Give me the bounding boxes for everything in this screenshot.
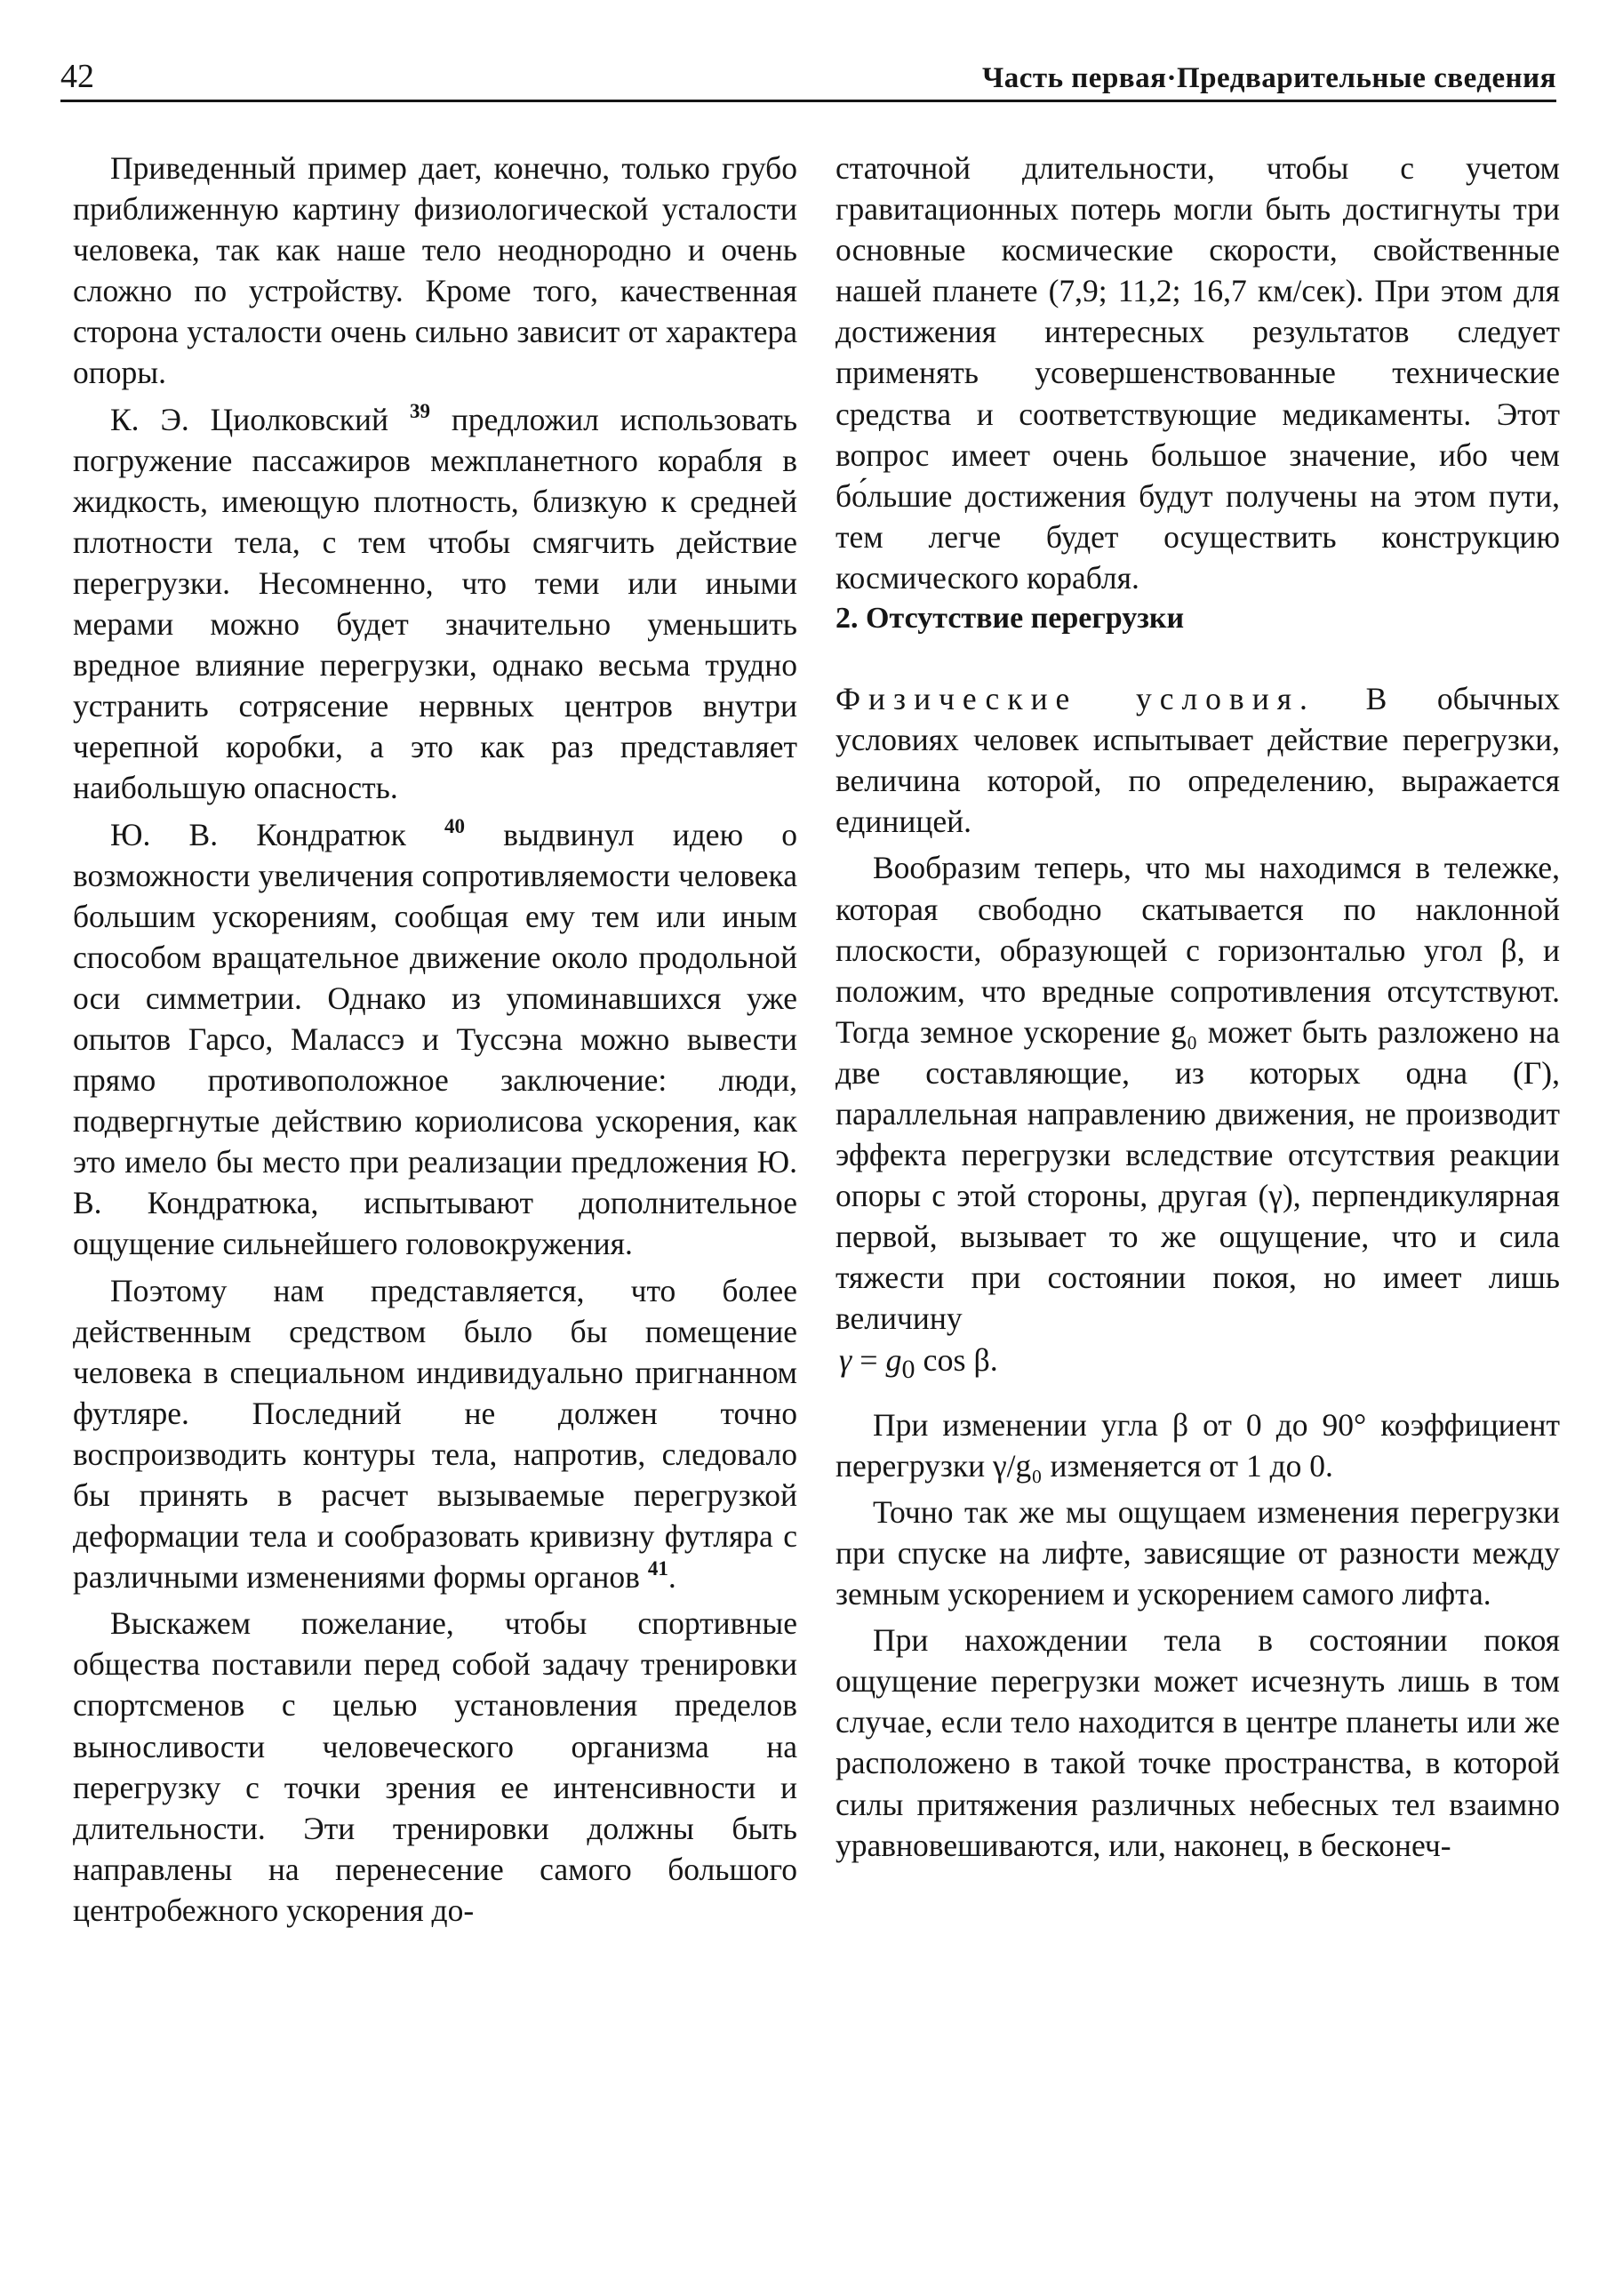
paragraph-case-text: Поэтому нам представляется, что более действенным средством было бы помещение человека в специальном индивидуально пригнанном футляре. Последний не должен точно воспроизводить контуры тела, напротив, следовало бы принять в расчет вызываемые перегрузкой деформации тела и сообразовать кривизну футляра с различными изменениями формы органов: [73, 1272, 797, 1596]
footnote-ref-41: 41: [647, 1557, 668, 1580]
formula-gamma: [835, 1340, 1560, 1390]
formula-subscript: 0: [901, 1354, 915, 1384]
right-column: [835, 148, 1560, 1866]
paragraph-kondratyuk: [73, 814, 797, 1265]
paragraph-case-end: .: [668, 1559, 676, 1596]
section-title: 2. Отсутствие перегрузки: [835, 602, 1185, 636]
footnote-ref-40: 40: [444, 814, 466, 837]
page-header: [60, 53, 1556, 102]
paragraph-case: [73, 1270, 797, 1598]
subsection-heading: Физические условия.: [835, 681, 1315, 717]
paragraph-elevator: Точно так же мы ощущаем изменения перегрузки при спуске на лифте, зависящие от разности между земным ускорением и ускорением самого лифта.: [835, 1493, 1560, 1612]
author-tsiolkovsky: К. Э. Циолковский: [110, 401, 389, 437]
paragraph-tsiolkovsky-text: предложил использовать погружение пассажиров межпланетного корабля в жидкость, имеющую плотность, близкую к средней плотности тела, с тем чтобы смягчить действие перегрузки. Несомненно, что теми или иными мерами можно будет значительно уменьшить вредное влияние перегрузки, однако весьма трудно устранить сотрясение нервных центров внутри черепной коробки, а это как раз представляет наибольшую опасность.: [73, 401, 798, 806]
formula-g-symbol: g: [885, 1341, 902, 1378]
formula-equals: =: [851, 1341, 886, 1378]
left-column: [73, 148, 797, 1931]
paragraph-inclined-plane: Вообразим теперь, что мы находимся в тележке, которая свободно скатывается по наклонной плоскости, образующей с горизонталью угол β, и положим, что вредные сопротивления отсутствуют. Тогда земное ускорение g₀ может быть разложено на две составляющие, из которых одна (Г), параллельная направлению движения, не производит эффекта перегрузки вследствие отсутствия реакции опоры с этой стороны, другая (γ), перпендикулярная первой, вызывает то же ощущение, что и сила тяжести при состоянии покоя, но имеет лишь величину: [835, 850, 1560, 1337]
paragraph-physical-conditions-text: В обычных условиях человек испытывает действие перегрузки, величина которой, по определению, выражается единицей.: [835, 681, 1561, 840]
page-number: 42: [60, 58, 94, 95]
paragraph-tsiolkovsky: [73, 399, 797, 809]
paragraph-kondratyuk-text: выдвинул идею о возможности увеличения сопротивляемости человека большим ускорениям, сообщая ему тем или иным способом вращательное движение около продольной оси симметрии. Однако из упоминавшихся уже опытов Гарсо, Малассэ и Туссэна можно вывести прямо противоположное заключение: люди, подвергнутые действию кориолисова ускорения, как это имело бы место при реализации предложения Ю. В. Кондратюка, испытывают дополнительное ощущение сильнейшего головокружения.: [73, 816, 798, 1262]
paragraph-physical-conditions: [835, 678, 1560, 842]
footnote-ref-39: 39: [409, 399, 430, 422]
paragraph-continuation: статочной длительности, чтобы с учетом гравитационных потерь могли быть достигнуты три основные космические скорости, свойственные нашей планете (7,9; 11,2; 16,7 км/сек). При этом для достижения интересных результатов следует применять усовершенствованные технические средства и соответствующие медикаменты. Этот вопрос имеет очень большое значение, ибо чем бо́льшие достижения будут получены на этом пути, тем легче будет осуществить конструкцию космического корабля.: [835, 150, 1560, 596]
paragraph-training: Выскажем пожелание, чтобы спортивные общества поставили перед собой задачу тренировки спортсменов с целью установления пределов выносливости человеческого организма на перегрузку с точки зрения ее интенсивности и длительности. Эти тренировки должны быть направлены на перенесение самого большого центробежного ускорения до-: [73, 1605, 797, 1928]
formula-cos-beta: cos β.: [915, 1341, 998, 1378]
author-kondratyuk: Ю. В. Кондратюк: [110, 816, 406, 852]
paragraph-angle-change: При изменении угла β от 0 до 90° коэффициент перегрузки γ/g₀ изменяется от 1 до 0.: [835, 1406, 1560, 1484]
paragraph-rest-state: При нахождении тела в состоянии покоя ощущение перегрузки может исчезнуть лишь в том случае, если тело находится в центре планеты или же расположено в такой точке пространства, в которой силы притяжения различных небесных тел взаимно уравновешиваются, или, наконец, в бесконеч-: [835, 1622, 1560, 1863]
paragraph-fatigue: Приведенный пример дает, конечно, только грубо приближенную картину физиологической усталости человека, так как наше тело неоднородно и очень сложно по устройству. Кроме того, качественная сторона усталости очень сильно зависит от характера опоры.: [73, 150, 797, 391]
formula-gamma-symbol: γ: [839, 1341, 852, 1378]
running-head: Часть первая·Предварительные сведения: [982, 62, 1556, 94]
